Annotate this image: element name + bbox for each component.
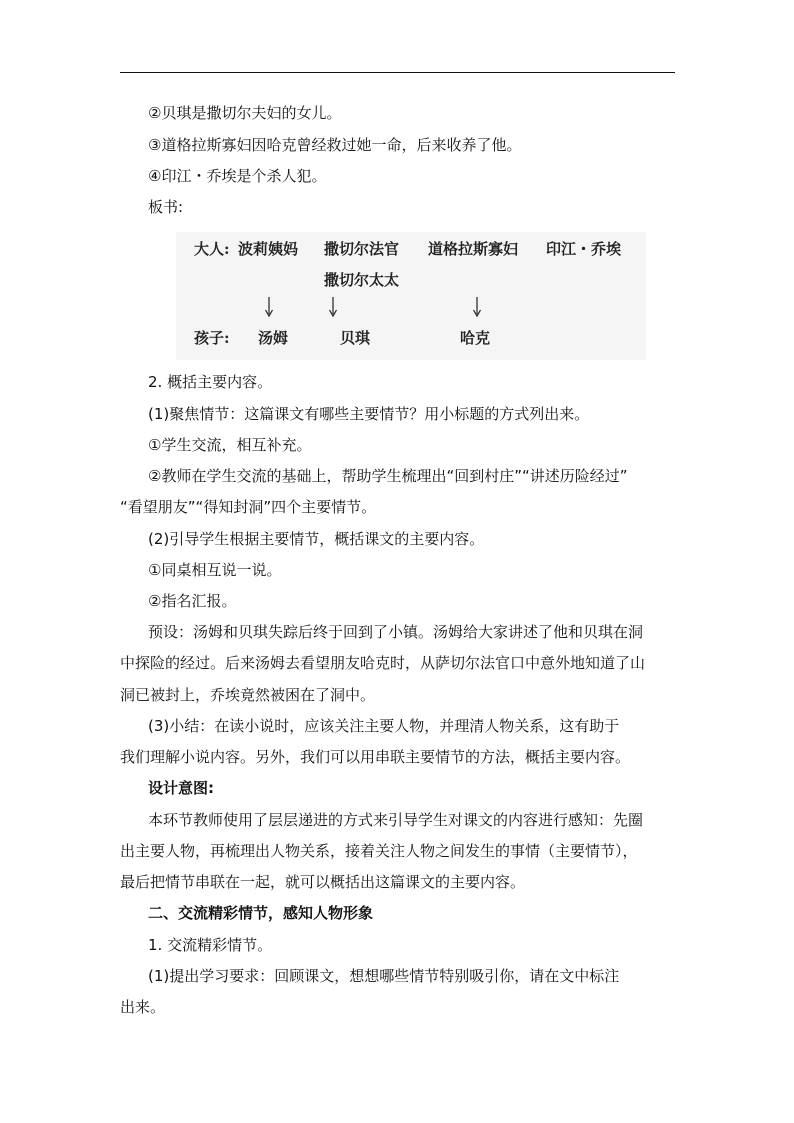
paragraph: (1)提出学习要求：回顾课文，想想哪些情节特别吸引你，请在文中标注: [148, 967, 620, 985]
paragraph: ②指名汇报。: [148, 592, 237, 610]
sub-heading: 1. 交流精彩情节。: [148, 936, 273, 954]
intro-line-3: ③道格拉斯寡妇因哈克曾经救过她一命，后来收养了他。: [148, 136, 522, 154]
child-tom: 汤姆: [258, 329, 289, 347]
adult-mrs-thatcher: 撒切尔太太: [324, 271, 400, 289]
adult-polly: 波莉姨妈: [238, 240, 299, 258]
paragraph: 洞已被封上，乔埃竟然被困在了洞中。: [120, 686, 376, 704]
children-label: 孩子:: [194, 329, 230, 347]
paragraph: 中探险的经过。后来汤姆去看望朋友哈克时，从萨切尔法官口中意外地知道了山: [120, 654, 646, 672]
paragraph: 出主要人物，再梳理出人物关系，接着关注人物之间发生的事情（主要情节），: [120, 842, 638, 860]
part-heading: 二、交流精彩情节，感知人物形象: [148, 904, 374, 922]
child-huck: 哈克: [460, 329, 491, 347]
adult-judge-thatcher: 撒切尔法官: [324, 240, 400, 258]
paragraph: (1)聚焦情节：这篇课文有哪些主要情节？用小标题的方式列出来。: [148, 405, 590, 423]
board-title: 板书:: [148, 198, 184, 216]
arrow-down-icon: [262, 296, 276, 318]
design-heading: 设计意图:: [148, 779, 214, 797]
intro-line-2: ②贝琪是撒切尔夫妇的女儿。: [148, 104, 342, 122]
header-rule: [120, 72, 675, 73]
child-becky: 贝琪: [340, 329, 371, 347]
paragraph: 出来。: [120, 998, 166, 1016]
paragraph: ②教师在学生交流的基础上，帮助学生梳理出“回到村庄”“讲述历险经过”: [148, 467, 628, 485]
paragraph: 本环节教师使用了层层递进的方式来引导学生对课文的内容进行感知：先圈: [148, 811, 644, 829]
paragraph: 预设：汤姆和贝琪失踪后终于回到了小镇。汤姆给大家讲述了他和贝琪在洞: [148, 623, 644, 641]
intro-line-4: ④印江・乔埃是个杀人犯。: [148, 167, 327, 185]
adult-injun-joe: 印江・乔埃: [546, 240, 622, 258]
paragraph: 最后把情节串联在一起，就可以概括出这篇课文的主要内容。: [120, 873, 526, 891]
paragraph: 我们理解小说内容。另外，我们可以用串联主要情节的方法，概括主要内容。: [120, 748, 631, 766]
adult-widow-douglas: 道格拉斯寡妇: [428, 240, 519, 258]
arrow-down-icon: [326, 296, 340, 318]
arrow-down-icon: [470, 296, 484, 318]
adults-label: 大人:: [194, 240, 230, 258]
paragraph: “看望朋友”“得知封洞”四个主要情节。: [120, 498, 377, 516]
paragraph: (3)小结：在读小说时，应该关注主要人物，并理清人物关系，这有助于: [148, 717, 620, 735]
section-heading: 2. 概括主要内容。: [148, 373, 273, 391]
paragraph: ①同桌相互说一说。: [148, 561, 282, 579]
blackboard-diagram: [176, 232, 646, 360]
paragraph: (2)引导学生根据主要情节，概括课文的主要内容。: [148, 530, 485, 548]
paragraph: ①学生交流，相互补充。: [148, 436, 312, 454]
